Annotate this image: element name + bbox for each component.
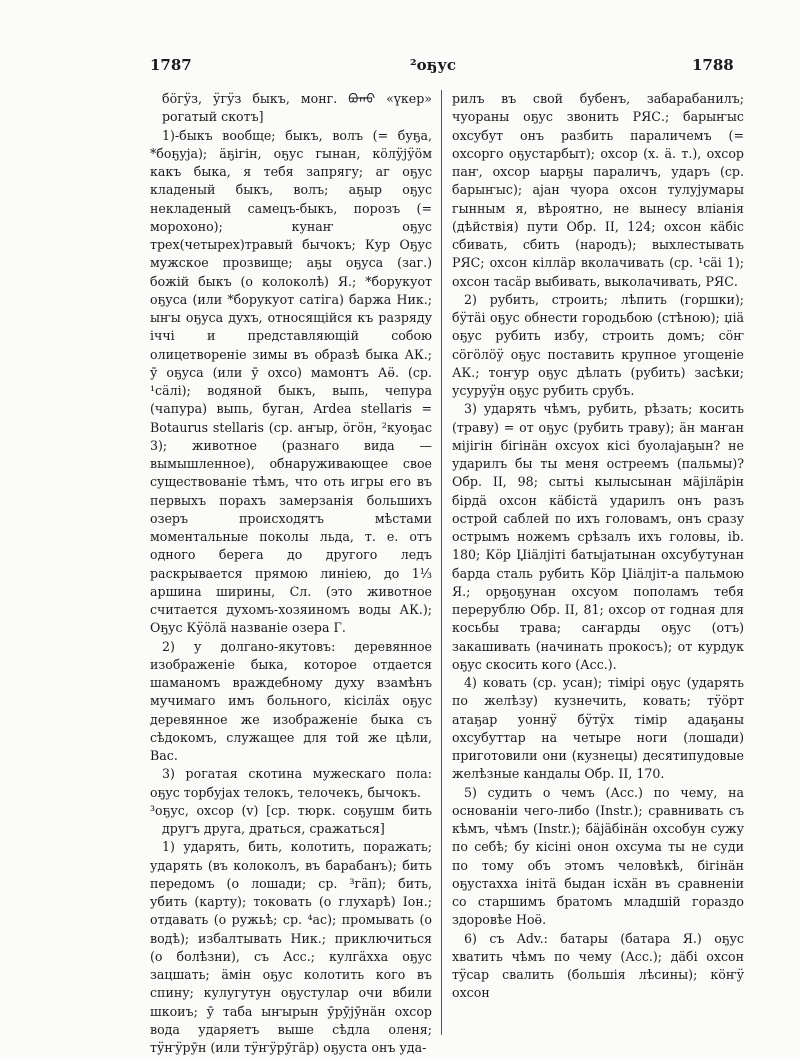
column-divider xyxy=(441,90,442,1035)
left-column xyxy=(150,90,432,1055)
page-number-right: 1788 xyxy=(692,56,734,74)
running-headword: ²оҕус xyxy=(410,56,457,74)
entry-paragraph: 4) ковать (ср. усан); тімірі оҕус (ударять по желѣзу) кузнечить, ковать; тӱӧрт атаҕар уоннӱ бӱтӱх тімір адаҕаны охсубуттар на четыре ноги (лошади) приготовили они (кузнецы) десятипудовые желѣзные кандалы Обр. II, 170. xyxy=(452,675,744,782)
entry-paragraph: 3) ударять чѣмъ, рубить, рѣзать; косить (траву) = от оҕус (рубить траву); äн маҥан міјігін бігінäн охсуох кісі буолаjаҕын? не ударилъ бы ты меня остреемъ (пальмы)? Обр. II, 98; сытьі кылысынан мäjiлäрін бірдä охсон кäбістä ударилъ онъ разъ острой саблей по ихъ головамъ, онъ сразу острымъ ножемъ срѣзалъ ихъ головы, ib. 180; Кӧр Џіäлjітi батыjатынан охсубутунан барда сталь рубить Кӧр Џіäлjіт-а пальмою Я.; орҕоҕунан охсуом пополамъ тебя перерублю Обр. II, 81; охсор от годная для косьбы трава; саҥарды оҕус (отъ) закашивать (начинать прокосъ); от курдук оҕус скосить кого (Асс.). xyxy=(452,401,744,672)
entry-paragraph: рилъ въ свой бубенъ, забарабанилъ; чуораны оҕус звонить РЯС.; барыҥыс охсубут онъ разбить параличемъ (= охсорго оҕустарбыт); охсор (х. ä. т.), охсор паҥ, охсор ыарҕы параличъ, ударъ (ср. барыҥыс); аjан чуора охсон тулујумары гынным я, вѣроятно, не вынесу вліанія (дѣйствія) пути Обр. II, 124; охсон кäбіс сбивать, сбить (народъ); выхлестывать РЯС; охсон кіллäр вколачивать (ср. ¹сäі 1); охсон тасäр выбивать, выколачивать, РЯС. xyxy=(452,91,744,289)
entry-headword: ³оҕус, охсор (v) [ср. тюрк. соҕушм бить другъ друга, драться, сражаться] xyxy=(150,802,432,836)
entry-paragraph: бӧгӱз, ӱгӱз быкъ, монг. ᠪᠤᠬᠤ «үкер» рогатый скотъ] xyxy=(162,91,432,125)
entry-paragraph: 5) судить о чемъ (Асс.) по чему, на основаніи чего-либо (Instr.); сравнивать съ кѣмъ, чѣмъ (Instr.); бäjäбінäн охсобун сужу по себѣ; бу кісіні онон охсума ты не суди по тому объ этомъ человѣкѣ, бігінäн оҕустахха iнiтä быдан iсхäн въ сравненіи со старшимъ братомъ младшій гораздо здоровѣе Ноӫ. xyxy=(452,784,744,928)
right-column xyxy=(452,90,744,1030)
entry-paragraph: 3) рогатая скотина мужескаго пола: оҕус торбујах телокъ, телочекъ, бычокъ. xyxy=(150,766,432,800)
page-number-left: 1787 xyxy=(150,56,192,74)
entry-paragraph: 2) рубить, строить; лѣпить (горшки); бӱтäі оҕус обнести городьбою (стѣною); џіä оҕус рубить избу, строить домъ; сӧҥ сӧгӧлӧӱ оҕус поставить крупное угощеніе АК.; тоҥур оҕус дѣлать (рубить) засѣки; усуруӱн оҕус рубить срубъ. xyxy=(452,291,744,398)
entry-paragraph: 1) ударять, бить, колотить, поражать; ударять (въ колоколъ, въ барабанъ); бить передомъ (о лошади; ср. ³гäп); бить, убить (карту); токовать (о глухарѣ) Іон.; отдавать (о ружьѣ; ср. ⁴ас); промывать (о водѣ); избалтывать Ник.; приключиться (о болѣзни), съ Асс.; кулгäхха оҕус зацшать; äмін оҕус колотить кого въ спину; кулугутун оҕустулар очи вбили шкоиъ; ӯ таба ыҥырын ӯрӯјӯнäн охсор вода ударяетъ выше сѣдла оленя; тӱҥӱрӯн (или тӱҥӱрӯгäр) оҕуста онъ уда- xyxy=(150,839,432,1055)
entry-paragraph: 6) съ Adv.: батары (батара Я.) оҕус хватить чѣмъ по чему (Асс.); дäбі охсон тӱсар свалить (большія лѣсины); кӧҥӱ охсон xyxy=(452,930,744,1001)
entry-paragraph: 1)-быкъ вообще; быкъ, волъ (= буҕа, *боҕуја); äҕігін, оҕус гынан, кӧлӱјӱӧм какъ быка, я тебя запрягу; аг оҕус кладеный быкъ, волъ; аҕыр оҕус некладеный самецъ-быкъ, порозъ (= морохоно); кунаҥ оҕус трех(четырех)травый бычокъ; Кур Оҕус мужское прозвище; аҕы оҕуса (заг.) божій быкъ (о колоколѣ) Я.; *борукуот оҕуса (или *борукуот сатіга) баржа Ник.; ыҥы оҕуса духъ, относящійся къ разряду іччі и представляющій собою олицетвореніе зимы въ образѣ быка АК.; ӯ оҕуса (или ӯ охсо) мамонтъ Аӫ. (ср. ¹сäлі); водяной быкъ, выпь, чепура (чапура) выпь, буган, Ardea stellaris = Botaurus stellaris (ср. аҥыр, ӧгӧн, ²куоҕас 3); животное (разнаго вида — вымышленное), обнаруживающее свое существованіе тѣмъ, что оть игры его въ первыхъ порахъ замерзанія большихъ озеръ происходятъ мѣстами моментальные поколы льда, т. е. отъ одного берега до другого ледъ раскрывается прямою линіею, до 1⅓ аршина ширины, Сл. (это животное считается духомъ-хозяиномъ воды АК.); Оҕус Кӱӧлä названіе озера Г. xyxy=(150,127,432,636)
entry-paragraph: 2) у долгано-якутовъ: деревянное изображеніе быка, которое отдается шаманомъ враждебному духу взамѣнъ мучимаго имъ больного, кісілäх оҕус деревянное же изображеніе быка съ сѣдокомъ, служащее для той же цѣли, Вас. xyxy=(150,638,432,763)
